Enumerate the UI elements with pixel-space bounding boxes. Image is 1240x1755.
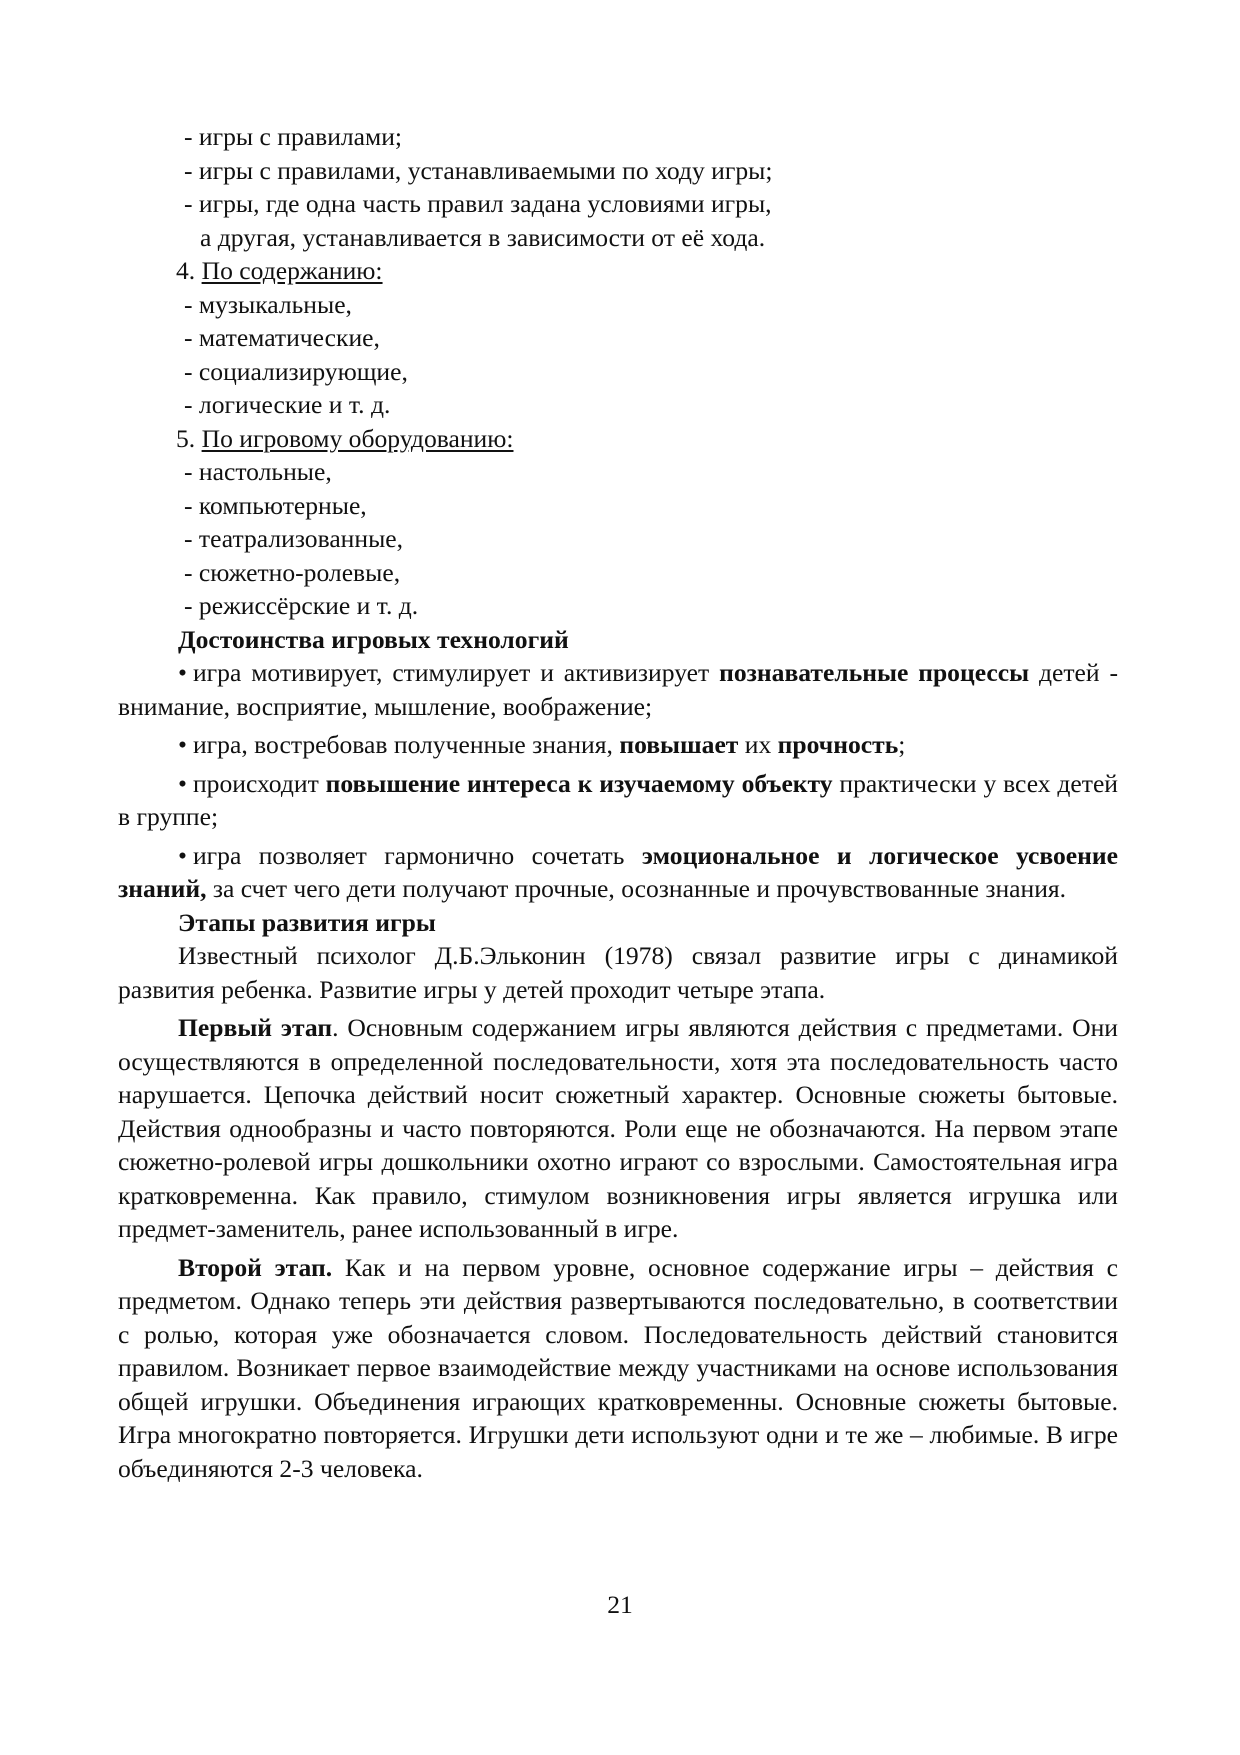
advantage-item: • игра позволяет гармонично сочетать эмоциональное и логическое усвоение знаний, за счет чего дети получают прочные, осознанные и прочувствованные знания. [118, 840, 1118, 903]
section-title: По игровому оборудованию: [201, 423, 514, 453]
second-stage-paragraph: Второй этап. Как и на первом уровне, основное содержание игры – действия с предметом. Однако теперь эти действия развертываются последовательно, в соответствии с ролью, которая уже обозначается словом. Последовательность действий становится правилом. Возникает первое взаимодействие между участниками на основе использования общей игрушки. Объединения играющих кратковременны. Основные сюжеты бытовые. Игра многократно повторяется. Игрушки дети используют одни и те же – любимые. В игре объединяются 2-3 человека. [118, 1252, 1119, 1483]
list-item: - сюжетно-ролевые, [184, 557, 401, 587]
list-item: - логические и т. д. [184, 390, 391, 419]
list-item: - компьютерные, [184, 490, 367, 520]
page-content [118, 120, 1118, 1485]
first-stage-label: Первый этап [178, 1013, 333, 1042]
bullet-icon: • [178, 730, 187, 759]
bullet-icon: • [178, 768, 187, 798]
bullet-icon: • [178, 658, 187, 687]
section-heading-equipment [118, 422, 1118, 456]
second-stage-label: Второй этап. [178, 1252, 333, 1282]
advantage-item: • игра, востребовав полученные знания, повышает их прочность; [178, 730, 906, 759]
list-item-continuation: а другая, устанавливается в зависимости от её хода. [200, 222, 766, 252]
section-number: 5. [176, 423, 202, 453]
list-item: - игры, где одна часть правил задана условиями игры, [184, 189, 772, 218]
stages-intro-paragraph: Известный психолог Д.Б.Эльконин (1978) связал развитие игры с динамикой развития ребенка. Развитие игры у детей проходит четыре этапа. [118, 941, 1118, 1004]
list-item: - режиссёрские и т. д. [184, 591, 419, 620]
advantage-item: • игра мотивирует, стимулирует и активизирует познавательные процессы детей - внимание, восприятие, мышление, воображение; [118, 658, 1118, 721]
list-item: - игры с правилами; [184, 122, 403, 151]
list-item: - игры с правилами, устанавливаемыми по ходу игры; [184, 155, 773, 185]
advantages-heading: Достоинства игровых технологий [178, 624, 569, 654]
section-title: По содержанию: [201, 256, 383, 285]
list-item: - математические, [184, 323, 380, 352]
stages-heading: Этапы развития игры [178, 907, 436, 937]
list-item: - социализирующие, [184, 356, 408, 386]
advantage-item: • происходит повышение интереса к изучаемому объекту практически у всех детей в группе; [118, 768, 1118, 831]
list-item: - музыкальные, [184, 289, 352, 319]
list-item: - настольные, [184, 457, 332, 486]
page-number: 21 [607, 1590, 633, 1619]
first-stage-paragraph: Первый этап. Основным содержанием игры являются действия с предметами. Они осуществляются в определенной последовательности, хотя эта последовательность часто нарушается. Цепочка действий носит сюжетный характер. Основные сюжеты бытовые. Действия однообразны и часто повторяются. Роли еще не обозначаются. На первом этапе сюжетно-ролевой игры дошкольники охотно играют со взрослыми. Самостоятельная игра кратковременна. Как правило, стимулом возникновения игры является игрушка или предмет-заменитель, ранее использованный в игре. [118, 1013, 1118, 1243]
section-heading-content [118, 254, 1118, 288]
bullet-icon: • [178, 840, 187, 870]
section-number: 4. [176, 256, 202, 285]
list-item: - театрализованные, [184, 524, 404, 553]
